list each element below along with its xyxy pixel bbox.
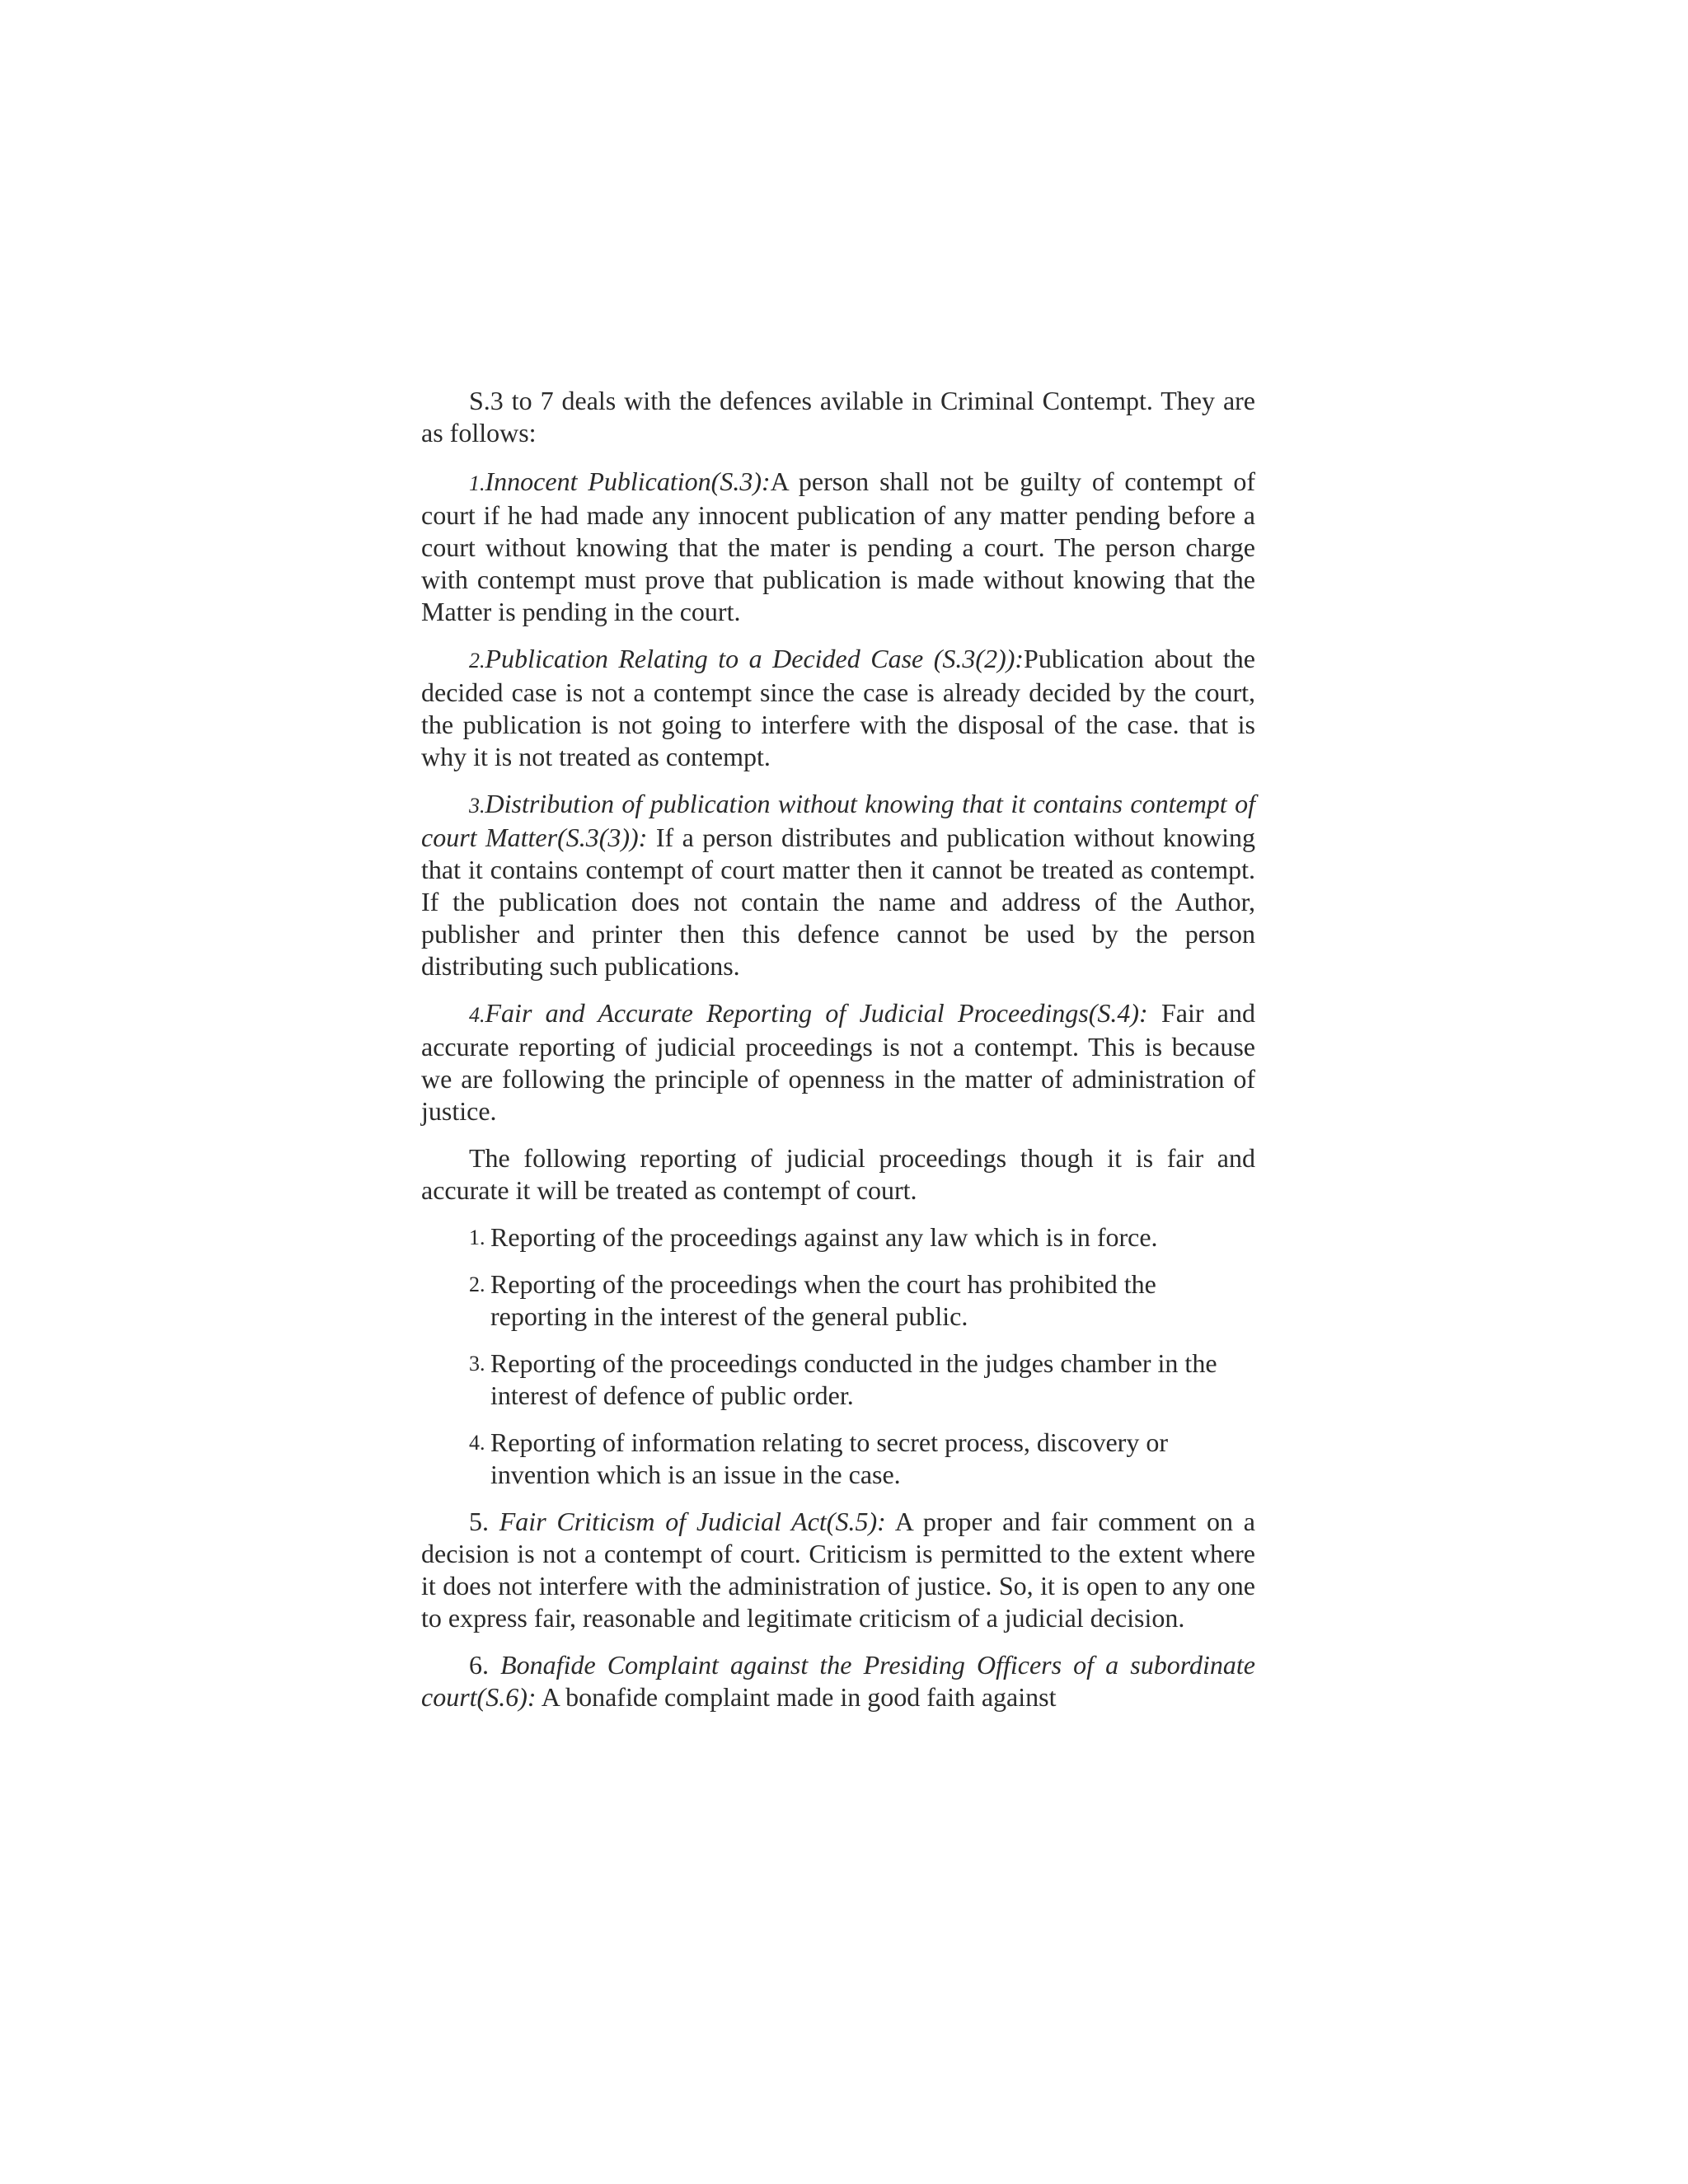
defence-paragraph-2 — [421, 643, 1255, 773]
defence-number: 5. — [469, 1507, 499, 1536]
defence-paragraph-3 — [421, 788, 1255, 982]
intro-paragraph — [421, 385, 1255, 449]
list-item-text: Reporting of information relating to secret process, discovery or invention which is an issue in the case. — [490, 1427, 1168, 1489]
list-item — [421, 1347, 1255, 1412]
defence-heading: Distribution of publication without knowing that it contains contempt of court Matter(S.3(3)): — [421, 789, 1255, 852]
defence-number: 1. — [469, 471, 485, 495]
list-item-number: 3. — [469, 1352, 485, 1376]
following-text: The following reporting of judicial proceedings though it is fair and accurate it will be treated as contempt of court. — [421, 1143, 1255, 1205]
defence-number: 6. — [469, 1650, 501, 1680]
defence-paragraph-6 — [421, 1649, 1255, 1713]
intro-text: S.3 to 7 deals with the defences avilable in Criminal Contempt. They are as follows: — [421, 386, 1255, 448]
list-item — [421, 1427, 1255, 1491]
defence-body: A person shall not be guilty of contempt of court if he had made any innocent publication of any matter pending before a court without knowing that the mater is pending a court. The person charge with contempt must prove that publication is made without knowing that the Matter is pending in the court. — [421, 466, 1255, 626]
list-item-number: 1. — [469, 1226, 485, 1249]
list-item-number: 2. — [469, 1272, 485, 1296]
list-item-text: Reporting of the proceedings conducted in the judges chamber in the interest of defence of public order. — [490, 1348, 1217, 1410]
defence-number: 4. — [469, 1003, 485, 1027]
defence-body: A bonafide complaint made in good faith against — [536, 1682, 1057, 1712]
defence-paragraph-4 — [421, 997, 1255, 1127]
defence-paragraph-1 — [421, 466, 1255, 628]
defence-body: If a person distributes and publication without knowing that it contains contempt of court matter then it cannot be treated as contempt. If the publication does not contain the name and address of the Author, publisher and printer then this defence cannot be used by the person distributing such publications. — [421, 823, 1256, 981]
list-item-text: Reporting of the proceedings against any law which is in force. — [490, 1222, 1158, 1252]
defence-heading: Bonafide Complaint against the Presiding Officers of a subordinate court(S.6): — [421, 1650, 1256, 1712]
defence-number: 2. — [469, 649, 485, 673]
defence-body: A proper and fair comment on a decision is not a contempt of court. Criticism is permitted to the extent where it does not interfere with the administration of justice. So, it is open to any one to express fair, reasonable and legitimate criticism of a judicial decision. — [421, 1507, 1255, 1633]
defence-heading: Fair Criticism of Judicial Act(S.5): — [499, 1507, 886, 1536]
document-page — [421, 385, 1255, 1728]
list-item-number: 4. — [469, 1431, 485, 1455]
defence-heading: Innocent Publication(S.3): — [485, 466, 771, 496]
defence-body: Fair and accurate reporting of judicial proceedings is not a contempt. This is because we are following the principle of openness in the matter of administration of justice. — [421, 998, 1255, 1126]
list-item — [421, 1221, 1255, 1254]
defence-heading: Publication Relating to a Decided Case (S.3(2)): — [485, 644, 1025, 673]
defence-number: 3. — [469, 794, 485, 818]
defence-heading: Fair and Accurate Reporting of Judicial Proceedings(S.4): — [485, 998, 1148, 1028]
list-item-text: Reporting of the proceedings when the court has prohibited the reporting in the interest of the general public. — [490, 1269, 1156, 1331]
list-item — [421, 1268, 1255, 1333]
reporting-list — [421, 1221, 1255, 1491]
defence-paragraph-5 — [421, 1506, 1255, 1634]
following-paragraph — [421, 1142, 1255, 1207]
defence-body: Publication about the decided case is not a contempt since the case is already decided by the court, the publication is not going to interfere with the disposal of the case. that is why it is not treated as contempt. — [421, 644, 1256, 771]
